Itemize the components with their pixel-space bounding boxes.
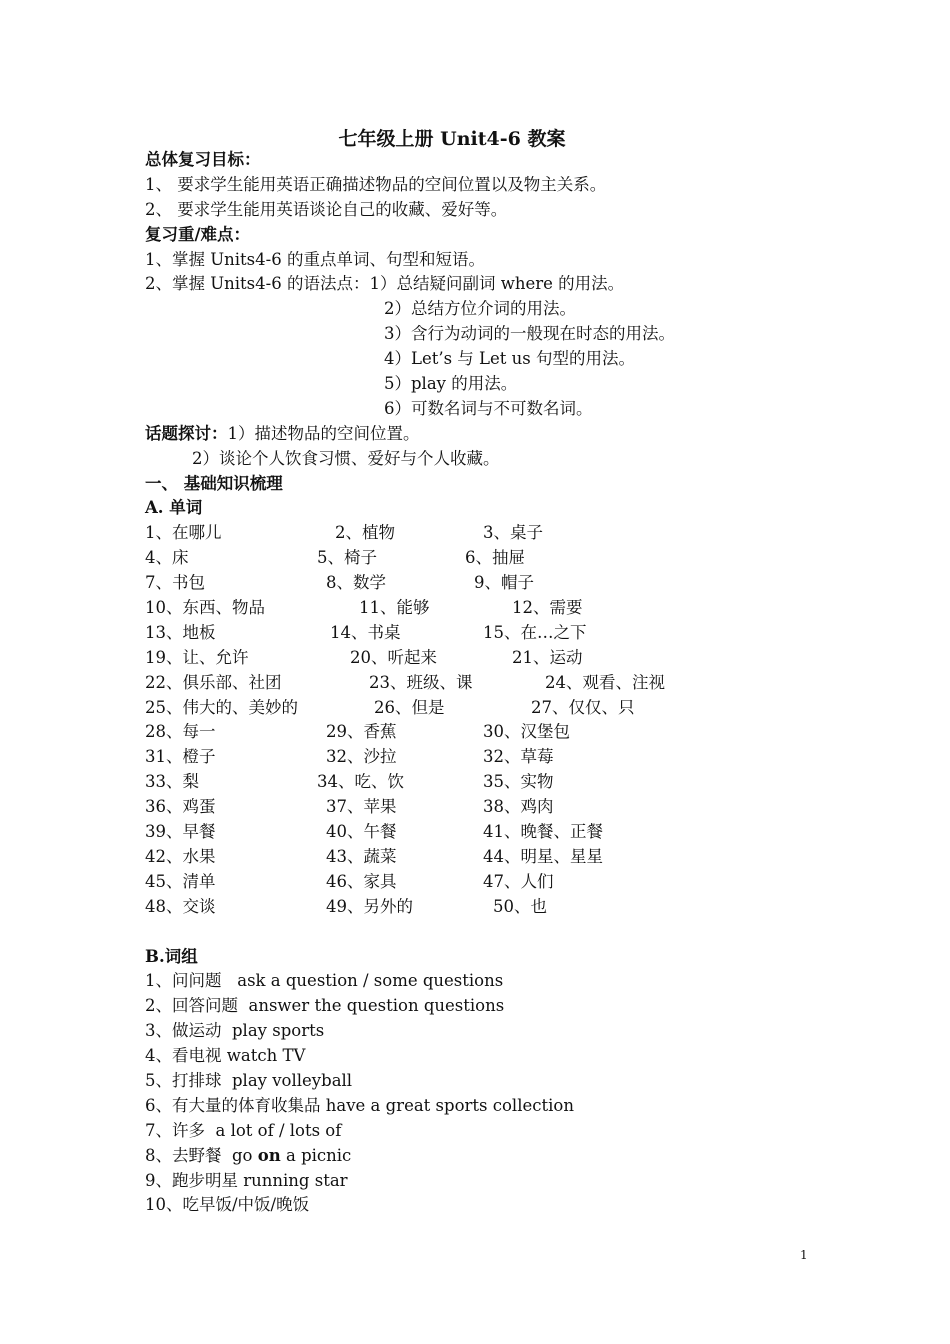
phrase-item: 6、有大量的体育收集品 have a great sports collection bbox=[145, 1095, 574, 1115]
vocab-row bbox=[145, 795, 865, 820]
topic-item: 1）描述物品的空间位置。 bbox=[227, 423, 420, 443]
vocab-word: 26、但是 bbox=[374, 697, 445, 717]
vocab-word: 2、植物 bbox=[335, 523, 395, 543]
vocab-word: 7、书包 bbox=[145, 573, 205, 593]
vocab-word: 1、在哪儿 bbox=[145, 523, 222, 543]
phrase-item: 4、看电视 watch TV bbox=[145, 1046, 306, 1066]
vocab-word: 14、书桌 bbox=[330, 622, 401, 642]
vocab-word: 35、实物 bbox=[483, 772, 554, 792]
phrase-item: 7、许多 a lot of / lots of bbox=[145, 1120, 342, 1140]
vocab-word: 49、另外的 bbox=[326, 896, 413, 916]
topic-line bbox=[145, 422, 865, 447]
vocab-word: 50、也 bbox=[493, 896, 547, 916]
vocab-word: 15、在…之下 bbox=[483, 622, 587, 642]
vocab-row bbox=[145, 521, 865, 546]
vocab-row bbox=[145, 596, 865, 621]
vocab-word: 37、苹果 bbox=[326, 797, 397, 817]
grammar-sub-item: 6）可数名词与不可数名词。 bbox=[384, 398, 593, 418]
vocab-row bbox=[145, 646, 865, 671]
vocab-row bbox=[145, 671, 865, 696]
vocab-row bbox=[145, 621, 865, 646]
vocab-word: 12、需要 bbox=[512, 598, 583, 618]
phrases-heading: B.词组 bbox=[145, 946, 198, 966]
vocab-word: 42、水果 bbox=[145, 846, 216, 866]
vocab-word: 31、橙子 bbox=[145, 747, 216, 767]
phrase-emphasis: on bbox=[257, 1145, 281, 1165]
vocab-word: 10、东西、物品 bbox=[145, 598, 265, 618]
phrase-item: 5、打排球 play volleyball bbox=[145, 1070, 353, 1090]
vocab-word: 9、帽子 bbox=[474, 573, 534, 593]
section-heading: 一、 基础知识梳理 bbox=[145, 473, 283, 493]
vocab-word: 20、听起来 bbox=[350, 647, 437, 667]
vocab-word: 40、午餐 bbox=[326, 822, 397, 842]
vocab-word: 44、明星、星星 bbox=[483, 846, 603, 866]
vocab-word: 23、班级、课 bbox=[369, 672, 473, 692]
key-points-heading: 复习重/难点： bbox=[145, 224, 251, 244]
grammar-sub-item: 2）总结方位介词的用法。 bbox=[384, 299, 576, 319]
vocab-word: 4、床 bbox=[145, 548, 189, 568]
vocab-word: 6、抽屉 bbox=[465, 548, 525, 568]
vocab-word: 43、蔬菜 bbox=[326, 846, 397, 866]
vocab-word: 13、地板 bbox=[145, 622, 216, 642]
page-number: 1 bbox=[800, 1248, 808, 1262]
vocab-row bbox=[145, 571, 865, 596]
grammar-sub-item: 5）play 的用法。 bbox=[384, 374, 518, 394]
vocab-word: 5、椅子 bbox=[317, 548, 377, 568]
vocab-heading: A. 单词 bbox=[145, 498, 203, 518]
vocab-table bbox=[145, 521, 865, 919]
vocab-row bbox=[145, 546, 865, 571]
vocab-row bbox=[145, 895, 865, 920]
phrase-item: 1、问问题 ask a question / some questions bbox=[145, 971, 504, 991]
vocab-word: 29、香蕉 bbox=[326, 722, 397, 742]
vocab-word: 32、草莓 bbox=[483, 747, 554, 767]
vocab-row bbox=[145, 845, 865, 870]
vocab-word: 45、清单 bbox=[145, 871, 216, 891]
vocab-word: 28、每一 bbox=[145, 722, 216, 742]
vocab-row bbox=[145, 770, 865, 795]
vocab-row bbox=[145, 745, 865, 770]
vocab-word: 48、交谈 bbox=[145, 896, 216, 916]
phrase-item: 3、做运动 play sports bbox=[145, 1021, 325, 1041]
vocab-word: 33、梨 bbox=[145, 772, 199, 792]
vocab-word: 21、运动 bbox=[512, 647, 583, 667]
phrase-item: 10、吃早饭/中饭/晚饭 bbox=[145, 1195, 310, 1215]
vocab-word: 39、早餐 bbox=[145, 822, 216, 842]
phrase-text: a picnic bbox=[280, 1145, 352, 1165]
vocab-row bbox=[145, 820, 865, 845]
phrase-item: 2、回答问题 answer the question questions bbox=[145, 996, 505, 1016]
vocab-word: 19、让、允许 bbox=[145, 647, 249, 667]
page-title: 七年级上册 Unit4-6 教案 bbox=[338, 128, 566, 150]
goals-heading: 总体复习目标： bbox=[145, 150, 261, 169]
vocab-word: 46、家具 bbox=[326, 871, 397, 891]
phrase-item: 9、跑步明星 running star bbox=[145, 1170, 348, 1190]
grammar-sub-item: 4）Let’s 与 Let us 句型的用法。 bbox=[384, 349, 635, 369]
topic-item: 2）谈论个人饮食习惯、爱好与个人收藏。 bbox=[192, 448, 500, 468]
vocab-word: 36、鸡蛋 bbox=[145, 797, 216, 817]
vocab-word: 38、鸡肉 bbox=[483, 797, 554, 817]
vocab-word: 3、桌子 bbox=[483, 523, 543, 543]
vocab-row bbox=[145, 720, 865, 745]
vocab-word: 11、能够 bbox=[359, 598, 430, 618]
goal-item: 1、 要求学生能用英语正确描述物品的空间位置以及物主关系。 bbox=[145, 174, 607, 194]
vocab-word: 25、伟大的、美妙的 bbox=[145, 697, 298, 717]
key-point-item: 2、掌握 Units4-6 的语法点：1）总结疑问副词 where 的用法。 bbox=[145, 274, 625, 294]
vocab-word: 30、汉堡包 bbox=[483, 722, 570, 742]
key-point-item: 1、掌握 Units4-6 的重点单词、句型和短语。 bbox=[145, 249, 485, 269]
vocab-word: 34、吃、饮 bbox=[317, 772, 404, 792]
vocab-word: 41、晚餐、正餐 bbox=[483, 822, 603, 842]
vocab-word: 32、沙拉 bbox=[326, 747, 397, 767]
goal-item: 2、 要求学生能用英语谈论自己的收藏、爱好等。 bbox=[145, 199, 508, 219]
topic-heading: 话题探讨： bbox=[145, 423, 228, 443]
document-body bbox=[145, 148, 865, 1218]
vocab-word: 8、数学 bbox=[326, 573, 386, 593]
vocab-word: 27、仅仅、只 bbox=[531, 697, 635, 717]
phrase-text: 8、去野餐 go bbox=[145, 1145, 258, 1165]
phrase-item bbox=[145, 1144, 865, 1169]
vocab-word: 47、人们 bbox=[483, 871, 554, 891]
vocab-row bbox=[145, 870, 865, 895]
vocab-word: 22、俱乐部、社团 bbox=[145, 672, 282, 692]
vocab-row bbox=[145, 696, 865, 721]
vocab-word: 24、观看、注视 bbox=[545, 672, 665, 692]
grammar-sub-item: 3）含行为动词的一般现在时态的用法。 bbox=[384, 324, 675, 344]
